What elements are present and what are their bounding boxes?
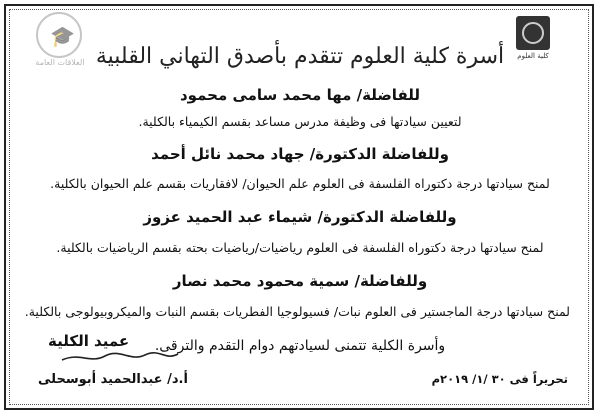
recipient-text-3: لمنح سيادتها درجة دكتوراه الفلسفة فى العلوم رياضيات/رياضيات بحته بقسم الرياضيات بالكلية. xyxy=(56,240,544,255)
recipient-name-1: للفاضلة/ مها محمد سامى محمود xyxy=(179,86,420,104)
recipient-text-2: لمنح سيادتها درجة دكتوراه الفلسفة فى العلوم علم الحيوان/ لافقاريات بقسم علم الحيوان بالكلية. xyxy=(50,176,550,191)
right-logo-label: كلية العلوم xyxy=(517,52,549,60)
left-logo-label: العلاقات العامة xyxy=(35,58,85,67)
recipient-name-3: وللفاضلة الدكتورة/ شيماء عبد الحميد عزوز xyxy=(143,208,457,226)
recipient-name-4: وللفاضلة/ سمية محمود محمد نصار xyxy=(172,272,428,290)
page-title: أسرة كلية العلوم تتقدم بأصدق التهاني القلبية xyxy=(95,44,505,69)
public-relations-logo-icon: 🎓 العلاقات العامة xyxy=(30,12,90,74)
closing-line: وأسرة الكلية تتمنى لسيادتهم دوام التقدم والترقى. xyxy=(154,338,446,354)
dean-title: عميد الكلية xyxy=(48,332,130,350)
recipient-text-1: لتعيين سيادتها فى وظيفة مدرس مساعد بقسم الكيمياء بالكلية. xyxy=(138,114,462,129)
recipient-name-2: وللفاضلة الدكتورة/ جهاد محمد نائل أحمد xyxy=(151,145,449,163)
recipient-text-4: لمنح سيادتها درجة الماجستير فى العلوم نبات/ فسيولوجيا الفطريات بقسم النبات والميكروبيولوجى بالكلية. xyxy=(24,304,570,319)
issue-date: تحريراً فى ٣٠ /١/ ٢٠١٩م xyxy=(431,372,568,386)
dean-signature-icon xyxy=(60,350,180,366)
dean-name: أ.د/ عبدالحميد أبوسحلى xyxy=(38,372,188,387)
